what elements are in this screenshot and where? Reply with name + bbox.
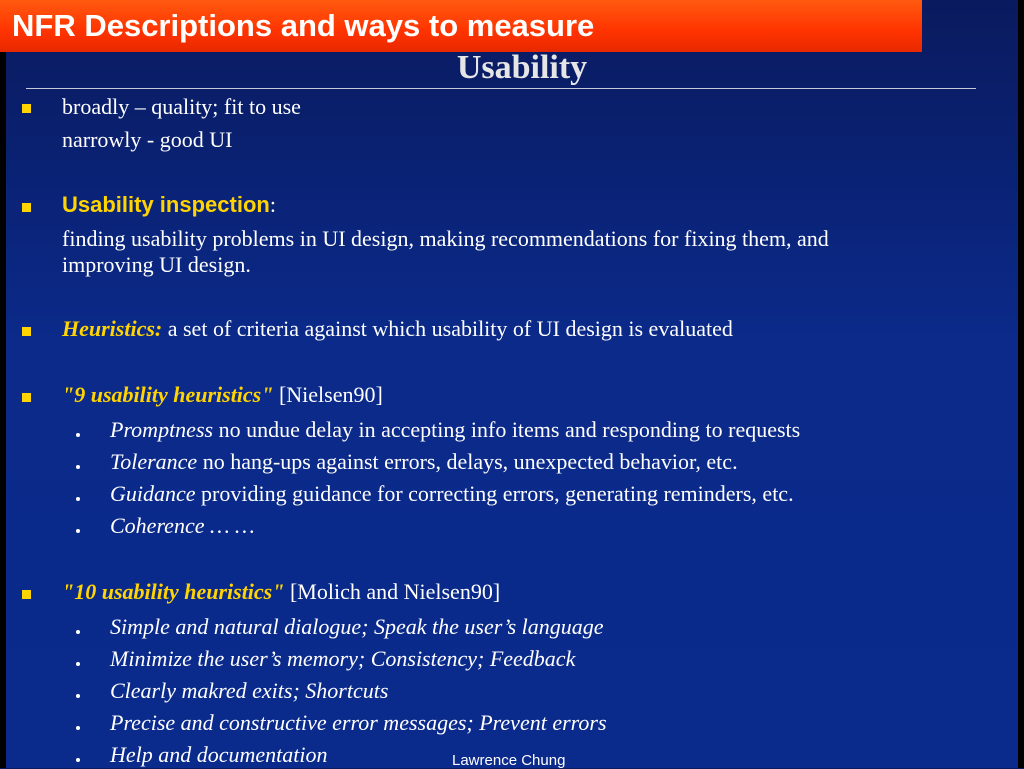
heuristics-line <box>62 316 733 342</box>
heuristic-desc: no undue delay in accepting info items and responding to requests <box>213 417 801 442</box>
usability-inspection-text-1: finding usability problems in UI design, making recommendations for fixing them, and <box>62 226 829 251</box>
list-item: Clearly makred exits; Shortcuts <box>110 678 389 703</box>
heuristic-desc: no hang-ups against errors, delays, unexpected behavior, etc. <box>197 449 738 474</box>
bullet-narrowly: narrowly - good UI <box>62 127 233 152</box>
sub-bullet-icon <box>76 433 80 437</box>
heuristic-term: Promptness <box>110 417 214 442</box>
heuristic-term: Coherence … … <box>110 513 255 538</box>
sub-bullet-icon <box>76 694 80 698</box>
ten-heuristics-ref: [Molich and Nielsen90] <box>284 579 501 604</box>
bullet-square-icon <box>22 590 31 599</box>
usability-inspection-heading <box>62 192 276 218</box>
list-item <box>110 417 800 443</box>
sub-bullet-icon <box>76 662 80 666</box>
usability-inspection-label: Usability inspection <box>62 192 270 217</box>
bullet-square-icon <box>22 104 31 113</box>
heuristics-label: Heuristics: <box>62 316 163 341</box>
heuristic-desc: providing guidance for correcting errors, generating reminders, etc. <box>195 481 794 506</box>
ten-heuristics-label: "10 usability heuristics" <box>62 579 285 604</box>
bullet-square-icon <box>22 327 31 336</box>
nine-heuristics-ref: [Nielsen90] <box>273 382 383 407</box>
heading-divider <box>26 88 976 89</box>
list-item <box>110 481 794 507</box>
left-edge <box>0 0 6 768</box>
nine-heuristics-label: "9 usability heuristics" <box>62 382 274 407</box>
list-item: Minimize the user’s memory; Consistency; Feedback <box>110 646 576 671</box>
list-item <box>110 449 738 475</box>
sub-bullet-icon <box>76 465 80 469</box>
list-item <box>110 513 255 539</box>
sub-bullet-icon <box>76 630 80 634</box>
nine-heuristics-line <box>62 382 383 408</box>
sub-bullet-icon <box>76 497 80 501</box>
usability-inspection-colon: : <box>269 192 276 217</box>
heuristic-term: Guidance <box>110 481 196 506</box>
usability-inspection-text-2: improving UI design. <box>62 252 251 277</box>
sub-bullet-icon <box>76 726 80 730</box>
sub-bullet-icon <box>76 529 80 533</box>
list-item: Precise and constructive error messages; Prevent errors <box>110 710 607 735</box>
heuristic-term: Tolerance <box>110 449 198 474</box>
title-bar <box>0 0 922 52</box>
heuristics-text: a set of criteria against which usability of UI design is evaluated <box>162 316 733 341</box>
author-footer: Lawrence Chung <box>452 752 566 769</box>
slide-title: NFR Descriptions and ways to measure <box>12 8 595 43</box>
list-item: Help and documentation <box>110 742 328 767</box>
ten-heuristics-line <box>62 579 500 605</box>
sub-bullet-icon <box>76 758 80 762</box>
bullet-broadly: broadly – quality; fit to use <box>62 94 301 119</box>
bullet-square-icon <box>22 393 31 402</box>
list-item: Simple and natural dialogue; Speak the user’s language <box>110 614 604 639</box>
right-edge <box>1018 0 1024 768</box>
slide-heading: Usability <box>456 49 588 86</box>
bullet-square-icon <box>22 203 31 212</box>
